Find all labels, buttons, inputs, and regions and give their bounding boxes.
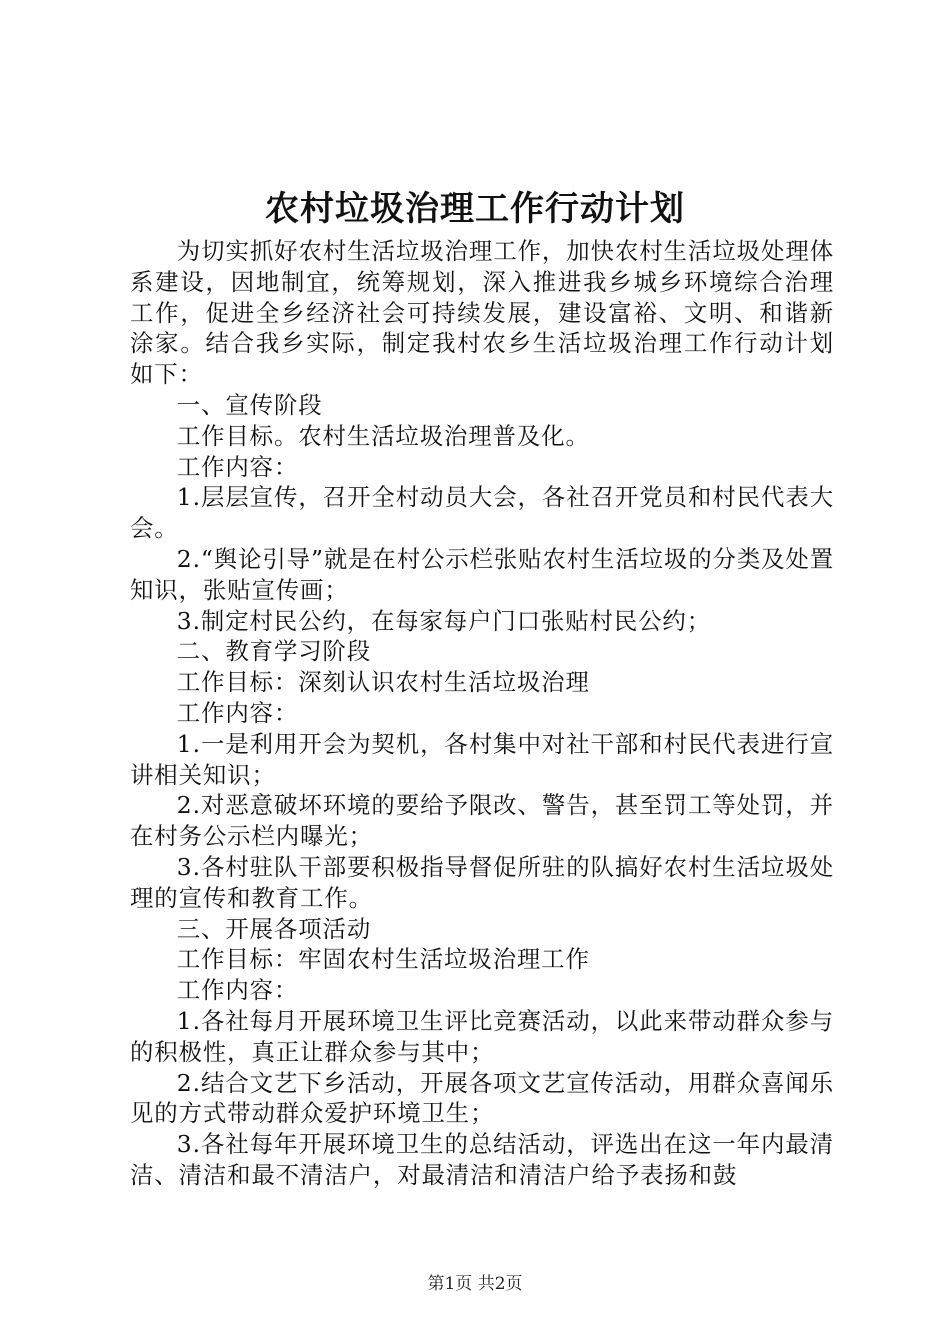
paragraph: 工作目标：牢固农村生活垃圾治理工作 — [176, 945, 590, 974]
list-item: 3.制定村民公约，在每家每户门口张贴村民公约； — [176, 606, 712, 635]
list-item: 1.各社每月开展环境卫生评比竞赛活动，以此来带动群众参与的积极性，真正让群众参与其中； — [130, 1006, 834, 1066]
section-heading-2: 二、教育学习阶段 — [176, 637, 372, 666]
paragraph: 工作目标：深刻认识农村生活垃圾治理 — [176, 668, 590, 697]
paragraph: 工作内容： — [176, 452, 299, 481]
section-heading-1: 一、宣传阶段 — [176, 390, 323, 419]
list-item: 2.结合文艺下乡活动，开展各项文艺宣传活动，用群众喜闻乐见的方式带动群众爱护环境卫生； — [130, 1068, 834, 1128]
section-heading-3: 三、开展各项活动 — [176, 914, 372, 943]
list-item: 2.对恶意破坏环境的要给予限改、警告，甚至罚工等处罚，并在村务公示栏内曝光； — [130, 791, 834, 851]
list-item: 3.各村驻队干部要积极指导督促所驻的队搞好农村生活垃圾处理的宣传和教育工作。 — [130, 852, 834, 912]
document-title: 农村垃圾治理工作行动计划 — [265, 189, 685, 229]
list-item: 2.“舆论引导”就是在村公示栏张贴农村生活垃圾的分类及处置知识，张贴宣传画； — [130, 544, 834, 604]
list-item: 3.各社每年开展环境卫生的总结活动，评选出在这一年内最清洁、清洁和最不清洁户，对最清洁和清洁户给予表扬和鼓 — [130, 1130, 834, 1189]
paragraph-intro: 为切实抓好农村生活垃圾治理工作，加快农村生活垃圾处理体系建设，因地制宜，统筹规划，深入推进我乡城乡环境综合治理工作，促进全乡经济社会可持续发展，建设富裕、文明、和谐新涂家。结合我乡实际，制定我村农乡生活垃圾治理工作行动计划如下： — [130, 237, 834, 389]
document-body — [130, 236, 834, 1191]
page-number: 第1页 共2页 — [427, 1274, 523, 1294]
list-item: 1.层层宣传，召开全村动员大会，各社召开党员和村民代表大会。 — [130, 483, 834, 543]
paragraph: 工作内容： — [176, 976, 299, 1005]
paragraph: 工作目标。农村生活垃圾治理普及化。 — [176, 421, 590, 450]
list-item: 1.一是利用开会为契机，各村集中对社干部和村民代表进行宣讲相关知识； — [130, 729, 834, 789]
paragraph: 工作内容： — [176, 698, 299, 727]
